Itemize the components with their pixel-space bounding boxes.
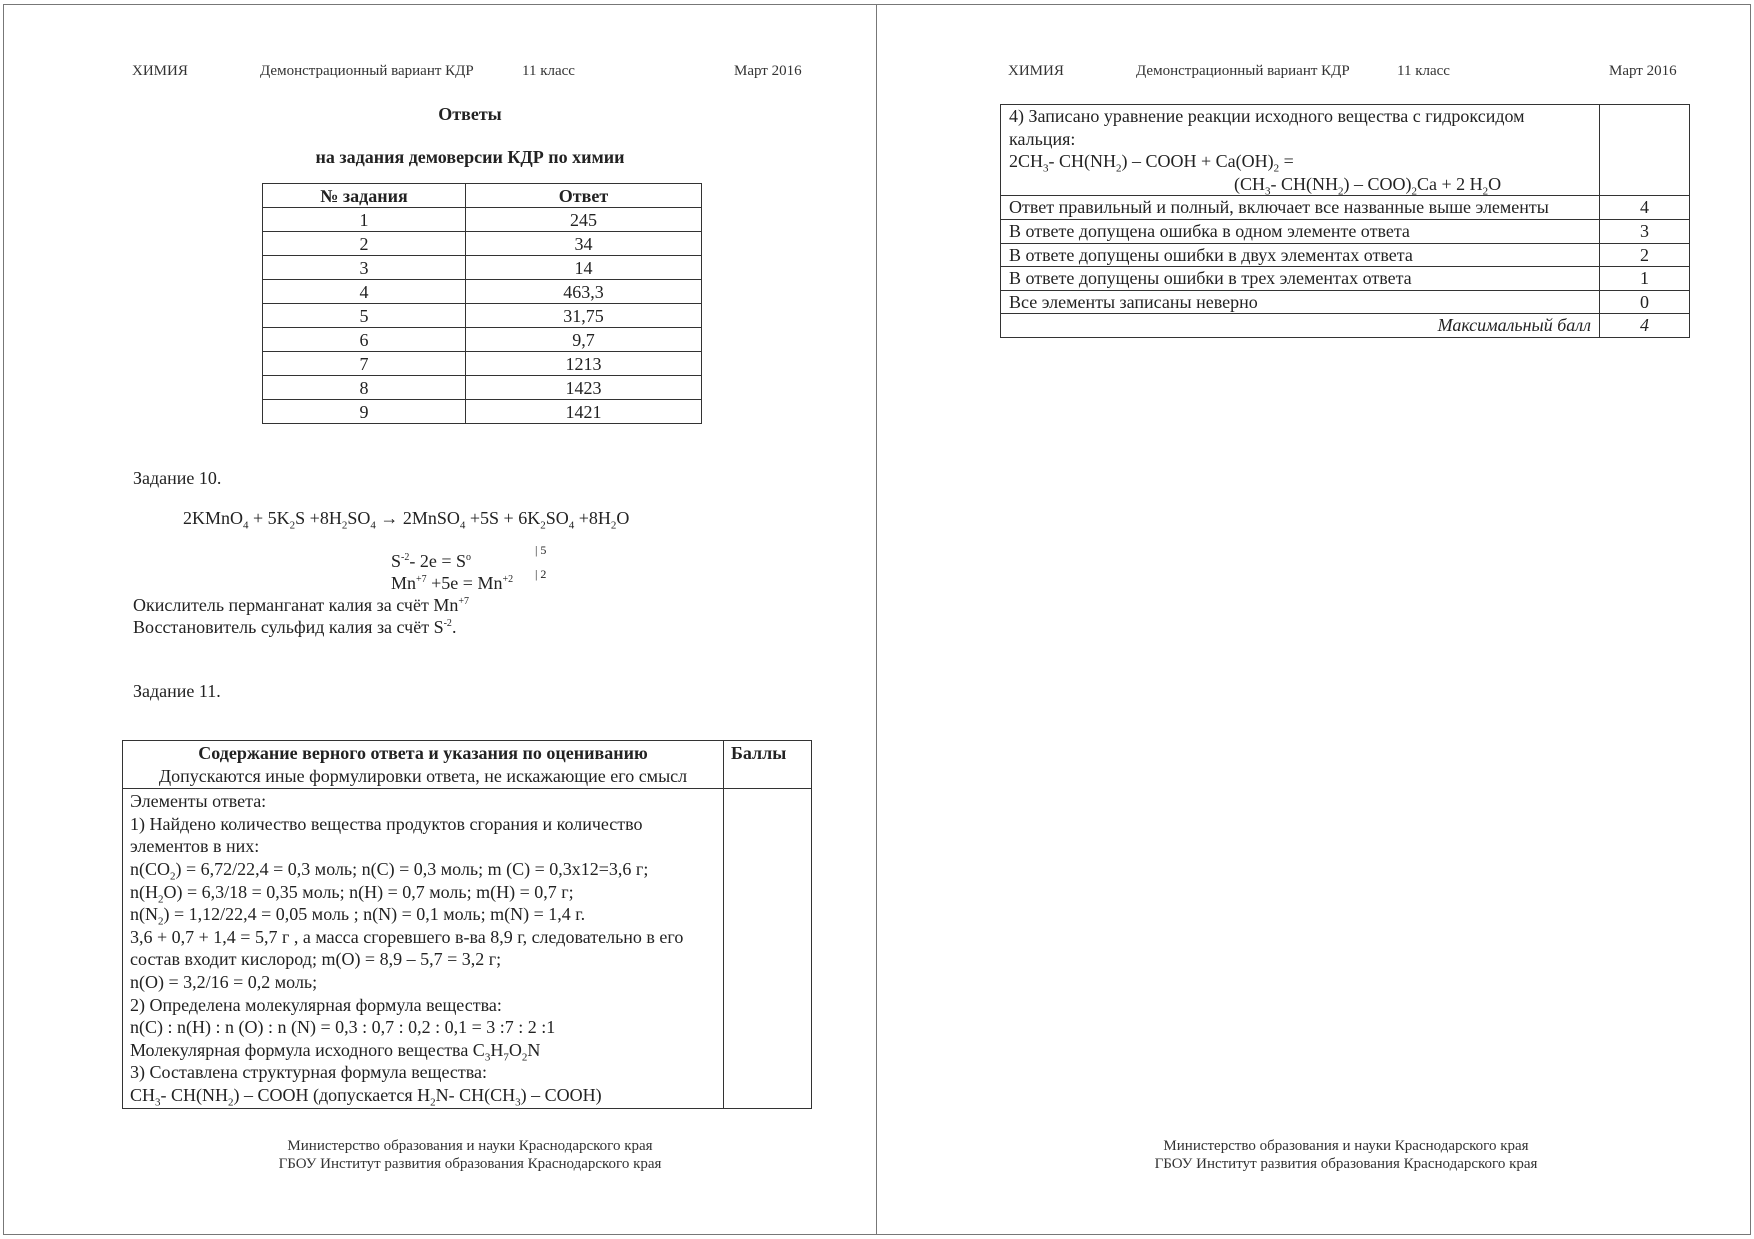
half-reaction-sulfur: $S^{-2}-$ $2e = S^o$ (391, 551, 472, 571)
task-answer: 245 (466, 208, 702, 232)
table-header-row (263, 184, 702, 208)
task11-points-cell (724, 789, 812, 1108)
task-number: 5 (263, 304, 466, 328)
task11-content-header: Содержание верного ответа и указания по оцениванию Допускаются иные формулировки ответа, не искажающие его смысл (123, 741, 724, 789)
table-row (263, 208, 702, 232)
oxidizer-line: Окислитель перманганат калия за счёт $Mn^{+7}$ (133, 595, 469, 615)
header-variant: Демонстрационный вариант КДР (260, 63, 474, 79)
table-row (263, 280, 702, 304)
task11-content: Элементы ответа: 1) Найдено количество вещества продуктов сгорания и количество элементов в них: $n(CO_2) = 6,72/22,4 = 0,3$ моль; n(C) = 0,3 моль; m (C) = 0,3х12=3,6 г; $n(H_2O) = 6,3/18 = 0,35$ моль; n(H) = 0,7 моль; m(H) = 0,7 г; $n(N_2) = 1,12/22,4 = 0,05$ моль ; n(N) = 0,1 моль; m(N) = 1,4 г. 3,6 + 0,7 + 1,4 = 5,7 г , а масса сгоревшего в-ва 8,9 г, следовательно в его состав входит кислород; m(O) = 8,9 – 5,7 = 3,2 г; n(O) = 3,2/16 = 0,2 моль; 2) Определена молекулярная формула вещества: n(C) : n(H) : n (O) : n (N) = 0,3 : 0,7 : 0,2 : 0,1 = 3 :7 : 2 :1 Молекулярная формула исходного вещества $C_3H_7O_2N$ 3) Составлена структурная формула вещества: $CH_3-$ $CH(NH_2)$ – COOH (допускается $H_2N-$ $CH(CH_3)$ – COOH) (123, 789, 724, 1108)
header-subject: ХИМИЯ (132, 63, 188, 79)
table-row (263, 256, 702, 280)
page-title: Ответы (438, 104, 502, 124)
task-answer: 1421 (466, 400, 702, 424)
task11-body-row (123, 789, 812, 1108)
task-number: 4 (263, 280, 466, 304)
table-row (263, 352, 702, 376)
item4-score (1600, 105, 1690, 196)
task-number: 6 (263, 328, 466, 352)
scoring-row: Ответ правильный и полный, включает все названные выше элементы 4 (1001, 196, 1690, 220)
reaction-equation-right: ($CH_3-$ $CH(NH_2) - COO)_2Ca + 2$ $H_2O$ (1234, 173, 1502, 198)
coefficient-5: | 5 (535, 543, 547, 557)
task-number: 1 (263, 208, 466, 232)
header-variant-right: Демонстрационный вариант КДР (1136, 63, 1350, 79)
formula-h2o: $n(H_2O) = 6,3/18 = 0,35$ моль; n(H) = 0,7 моль; m(H) = 0,7 г; (130, 881, 574, 906)
scoring-row: В ответе допущены ошибки в двух элементах ответа 2 (1001, 243, 1690, 267)
task11-header-row (123, 741, 812, 789)
scoring-row: Все элементы записаны неверно 0 (1001, 290, 1690, 314)
page-subtitle: на задания демоверсии КДР по химии (315, 147, 625, 167)
coefficient-2: | 2 (535, 567, 547, 581)
max-score-label: Максимальный балл (1001, 314, 1600, 338)
task-number: 8 (263, 376, 466, 400)
max-score-row (1001, 314, 1690, 338)
structural-formula-line: $CH_3-$ $CH(NH_2)$ – COOH (допускается $H_2N-$ $CH(CH_3)$ – COOH) (130, 1084, 602, 1109)
task-number: 9 (263, 400, 466, 424)
scoring-item4-row (1001, 105, 1690, 196)
footer-right: Министерство образования и науки Краснодарского края ГБОУ Институт развития образования Краснодарского края (1154, 1138, 1538, 1172)
task-answer: 14 (466, 256, 702, 280)
molecular-formula-line: Молекулярная формула исходного вещества $C_3H_7O_2N$ (130, 1039, 541, 1064)
task11-table (122, 740, 812, 1109)
item4-content: 4) Записано уравнение реакции исходного вещества с гидроксидом кальция: $2CH_3-$ $CH(NH_2)$ – COOH + $Ca(OH)_2$ = ($CH_3-$ $CH(NH_2) - COO)_2Ca + 2$ $H_2O$ (1001, 105, 1600, 196)
footer-left: Министерство образования и науки Краснодарского края ГБОУ Институт развития образования Краснодарского края (278, 1138, 662, 1172)
task-answer: 31,75 (466, 304, 702, 328)
header-date: Март 2016 (734, 63, 802, 79)
answers-table (262, 183, 702, 424)
task-number: 2 (263, 232, 466, 256)
header-grade: 11 класс (522, 63, 575, 79)
header-grade-right: 11 класс (1397, 63, 1450, 79)
max-score-value: 4 (1600, 314, 1690, 338)
reducer-line: Восстановитель сульфид калия за счёт $S^{-2}$. (133, 617, 457, 637)
table-row (263, 400, 702, 424)
table-row (263, 376, 702, 400)
task-answer: 34 (466, 232, 702, 256)
task-answer: 9,7 (466, 328, 702, 352)
formula-co2: $n(CO_2) = 6,72/22,4 = 0,3$ моль; n(C) = 0,3 моль; m (C) = 0,3х12=3,6 г; (130, 858, 649, 883)
task-answer: 463,3 (466, 280, 702, 304)
task-number: 3 (263, 256, 466, 280)
task-number: 7 (263, 352, 466, 376)
task10-equation: 2KMnO$_4$ + $5K_2S +8H_2SO_4$ → 2MnSO$_4$ $+5S + 6K_2SO_4 +8H_2O$ (183, 508, 630, 532)
task10-heading: Задание 10. (133, 468, 222, 488)
col-answer: Ответ (466, 184, 702, 208)
table-row (263, 232, 702, 256)
scoring-row: В ответе допущены ошибки в трех элементах ответа 1 (1001, 267, 1690, 291)
scoring-row: В ответе допущена ошибка в одном элементе ответа 3 (1001, 219, 1690, 243)
task-answer: 1423 (466, 376, 702, 400)
table-row (263, 304, 702, 328)
reaction-equation-left: $2CH_3-$ $CH(NH_2)$ – COOH + $Ca(OH)_2$ = (1009, 151, 1294, 175)
table-row (263, 328, 702, 352)
half-reaction-manganese: $Mn^{+7} +5e = Mn^{+2}$ (391, 573, 514, 593)
task-answer: 1213 (466, 352, 702, 376)
formula-n2: $n(N_2) = 1,12/22,4 = 0,05$ моль ; n(N) = 0,1 моль; m(N) = 1,4 г. (130, 904, 586, 928)
task11-points-header: Баллы (724, 741, 812, 789)
scoring-table (1000, 104, 1690, 338)
task11-heading: Задание 11. (133, 681, 221, 701)
col-task-number: № задания (263, 184, 466, 208)
header-date-right: Март 2016 (1609, 63, 1677, 79)
header-subject-right: ХИМИЯ (1008, 63, 1064, 79)
